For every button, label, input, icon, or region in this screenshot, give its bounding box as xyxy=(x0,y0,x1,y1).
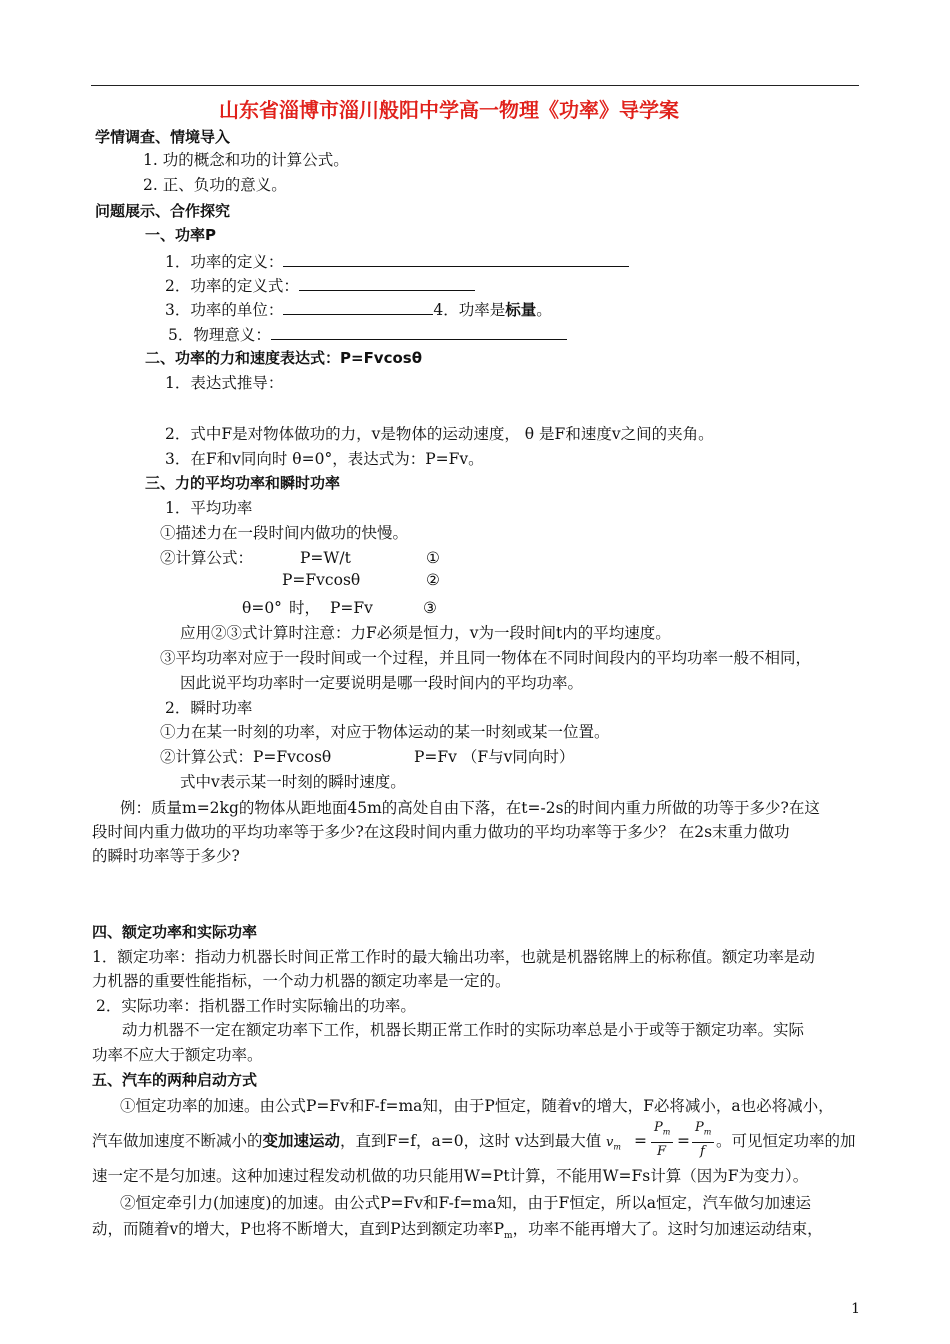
fraction-1-numerator xyxy=(654,1120,670,1137)
power-meaning-label: 5．物理意义： xyxy=(168,326,271,344)
survey-item-1: 1. 功的概念和功的计算公式。 xyxy=(143,151,349,169)
power-formula-line xyxy=(165,274,475,296)
constant-power-line-2 xyxy=(92,1131,601,1151)
avg-power-note: 应用②③式计算时注意：力F必须是恒力，v为一段时间t内的平均速度。 xyxy=(180,624,671,642)
variable-acceleration-bold: 变加速运动 xyxy=(262,1132,341,1150)
constant-force-text: 动，而随着v的增大，P也将不断增大，直到P达到额定功率P xyxy=(92,1220,505,1238)
avg-formula-3-condition: θ=0° xyxy=(242,599,282,617)
pm-subscript: m xyxy=(504,1231,513,1242)
subheading-force-velocity: 二、功率的力和速度表达式：P=Fvcosθ xyxy=(145,349,423,367)
constant-power-line-3: 速一定不是匀加速。这种加速过程发动机做的功只能用W=Pt计算，不能用W=Fs计算（因为F为变力）。 xyxy=(92,1167,809,1185)
top-rule xyxy=(91,85,859,86)
power-formula-label: 2．功率的定义式： xyxy=(165,277,299,295)
fraction-2-p: P xyxy=(695,1120,704,1135)
rated-power-line-2: 力机器的重要性能指标，一个动力机器的额定功率是一定的。 xyxy=(92,972,511,990)
survey-item-2: 2. 正、负功的意义。 xyxy=(143,176,287,194)
avg-formula-1: P=W/t xyxy=(300,549,351,567)
page-title: 山东省淄博市淄川般阳中学高一物理《功率》导学案 xyxy=(219,98,679,122)
rated-para-line-1: 动力机器不一定在额定功率下工作，机器长期正常工作时的实际功率总是小于或等于额定功率。实际 xyxy=(122,1021,805,1039)
constant-power-text: 汽车做加速度不断减小的 xyxy=(92,1132,263,1150)
rated-power-line-1: 1．额定功率：指动力机器长时间正常工作时的最大输出功率，也就是机器铭牌上的标称值。额定功率是动 xyxy=(92,948,815,966)
inst-power-item-1: ①力在某一时刻的功率，对应于物体运动的某一时刻或某一位置。 xyxy=(160,723,610,741)
constant-power-line-1: ①恒定功率的加速。由公式P=Fv和F-f=ma知，由于P恒定，随着v的增大，F必将减小，a也必将减小， xyxy=(120,1097,834,1115)
power-scalar-bold: 标量 xyxy=(505,301,537,319)
equals-1: = xyxy=(634,1132,647,1150)
power-definition-blank[interactable] xyxy=(283,250,629,267)
section-heading-car-start: 五、汽车的两种启动方式 xyxy=(92,1071,258,1089)
constant-power-condition: ，直到F=f，a=0，这时 v达到最大值 xyxy=(340,1132,602,1150)
equals-2: = xyxy=(677,1132,690,1150)
inst-power-item-3: 式中v表示某一时刻的瞬时速度。 xyxy=(180,773,406,791)
fraction-1-sub: m xyxy=(662,1127,671,1137)
avg-formula-2-number: ② xyxy=(426,571,440,589)
vm-subscript: m xyxy=(613,1142,621,1152)
constant-force-line-2 xyxy=(92,1219,823,1246)
power-unit-label: 3．功率的单位： xyxy=(165,301,284,319)
avg-formula-1-number: ① xyxy=(426,549,440,567)
inst-power-title: 2．瞬时功率 xyxy=(165,699,253,717)
example-line-3: 的瞬时功率等于多少? xyxy=(92,847,240,865)
power-unit-blank[interactable] xyxy=(283,298,433,315)
fraction-1-bar xyxy=(651,1142,673,1143)
example-line-1: 例：质量m=2kg的物体从距地面45m的高处自由下落，在t=-2s的时间内重力所做的功等于多少?在这 xyxy=(120,799,820,817)
avg-formula-3: P=Fv xyxy=(330,599,373,617)
avg-formula-3-when: 时， xyxy=(289,599,321,617)
fraction-2-sub: m xyxy=(703,1127,712,1137)
rated-para-line-2: 功率不应大于额定功率。 xyxy=(92,1046,263,1064)
page-number: 1 xyxy=(851,1301,860,1317)
section-heading-rated: 四、额定功率和实际功率 xyxy=(92,923,258,941)
power-meaning-line xyxy=(168,323,567,345)
avg-power-item-1: ①描述力在一段时间内做功的快慢。 xyxy=(160,524,409,542)
avg-power-item-3: ③平均功率对应于一段时间或一个过程，并且同一物体在不同时间段内的平均功率一般不相同， xyxy=(160,649,812,667)
power-formula-blank[interactable] xyxy=(299,274,475,291)
subheading-power: 一、功率P xyxy=(145,226,216,244)
formula-explanation: 2．式中F是对物体做功的力，v是物体的运动速度， θ 是F和速度v之间的夹角。 xyxy=(165,425,714,443)
section-heading-survey: 学情调查、情境导入 xyxy=(95,128,231,146)
fraction-2-denominator: f xyxy=(700,1144,705,1159)
power-scalar-text: 4．功率是 xyxy=(433,301,506,319)
vm-symbol xyxy=(606,1133,621,1158)
constant-force-line-1: ②恒定牵引力(加速度)的加速。由公式P=Fv和F-f=ma知，由于F恒定，所以a恒定，汽车做匀加速运 xyxy=(120,1194,811,1212)
constant-force-end: ，功率不能再增大了。这时匀加速运动结束， xyxy=(512,1220,823,1238)
power-scalar-end: 。 xyxy=(536,301,552,319)
power-meaning-blank[interactable] xyxy=(271,323,567,340)
avg-formula-2: P=Fvcosθ xyxy=(282,571,361,589)
actual-power-line: 2．实际功率：指机器工作时实际输出的功率。 xyxy=(96,997,416,1015)
fraction-pm-over-small-f xyxy=(692,1120,714,1164)
inst-power-formula-2: P=Fv （F与v同向时） xyxy=(414,748,575,766)
avg-power-item-3-cont: 因此说平均功率时一定要说明是哪一段时间内的平均功率。 xyxy=(180,674,584,692)
fraction-1-p: P xyxy=(654,1120,663,1135)
derivation-label: 1．表达式推导： xyxy=(165,374,284,392)
power-definition-label: 1．功率的定义： xyxy=(165,253,284,271)
avg-power-formula-label: ②计算公式： xyxy=(160,549,254,567)
fraction-2-numerator xyxy=(695,1120,711,1137)
constant-power-line-2-end: 。可见恒定功率的加 xyxy=(716,1132,856,1150)
subheading-avg-instant: 三、力的平均功率和瞬时功率 xyxy=(145,474,341,492)
formula-same-direction: 3．在F和v同向时 θ=0°，表达式为：P=Fv。 xyxy=(165,450,484,468)
section-heading-explore: 问题展示、合作探究 xyxy=(95,202,231,220)
fraction-1-denominator: F xyxy=(657,1144,667,1159)
power-unit-line xyxy=(165,298,552,320)
avg-power-title: 1．平均功率 xyxy=(165,499,253,517)
vm-letter: v xyxy=(606,1135,614,1150)
power-definition-line xyxy=(165,250,629,272)
fraction-2-bar xyxy=(692,1142,714,1143)
example-line-2: 段时间内重力做功的平均功率等于多少?在这段时间内重力做功的平均功率等于多少？ 在2s末重力做功 xyxy=(92,823,790,841)
avg-formula-3-number: ③ xyxy=(423,599,437,617)
inst-power-formula-1: ②计算公式：P=Fvcosθ xyxy=(160,748,332,766)
fraction-pm-over-f xyxy=(651,1120,673,1164)
